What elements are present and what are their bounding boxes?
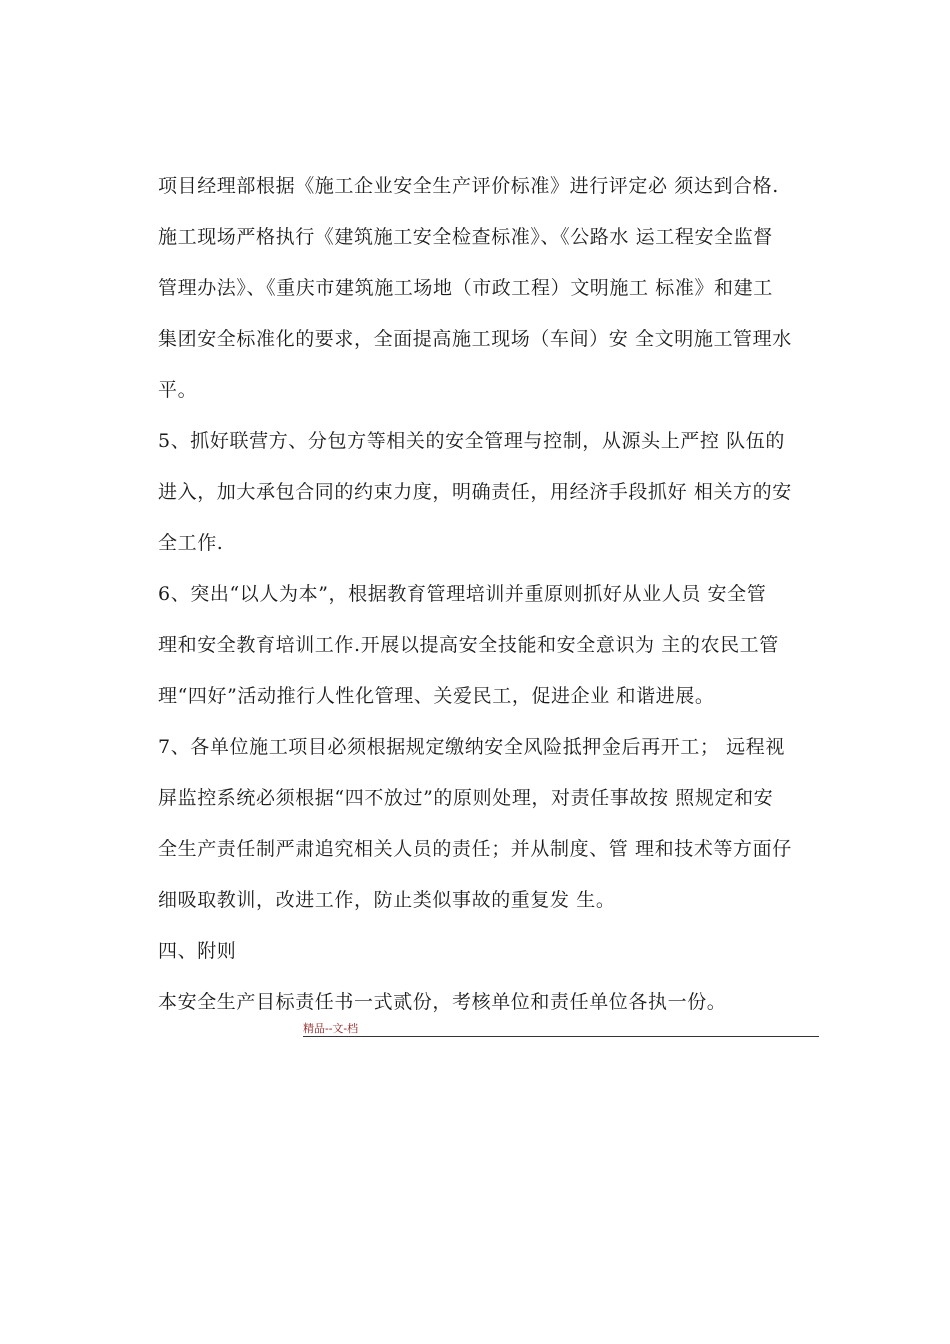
section-heading: 四、附则 — [158, 940, 237, 962]
text-line-10: 理和安全教育培训工作.开展以提高安全技能和安全意识为 主的农民工管 — [158, 634, 779, 656]
text-line-17: 本安全生产目标责任书一式贰份，考核单位和责任单位各执一份。 — [158, 991, 727, 1013]
text-line-6: 5、抓好联营方、分包方等相关的安全管理与控制，从源头上严控 队伍的 — [158, 430, 785, 452]
text-line-9: 6、突出“以人为本”，根据教育管理培训并重原则抓好从业人员 安全管 — [158, 583, 767, 605]
text-line-12: 7、各单位施工项目必须根据规定缴纳安全风险抵押金后再开工； 远程视 — [158, 736, 785, 758]
text-line-2: 施工现场严格执行《建筑施工安全检查标准》、《公路水 运工程安全监督 — [158, 226, 773, 248]
text-line-14: 全生产责任制严肃追究相关人员的责任；并从制度、管 理和技术等方面仔 — [158, 838, 792, 860]
text-line-13: 屏监控系统必须根据“四不放过”的原则处理，对责任事故按 照规定和安 — [158, 787, 774, 809]
document-body — [158, 166, 820, 1033]
text-line-7: 进入，加大承包合同的约束力度，明确责任，用经济手段抓好 相关方的安 — [158, 481, 792, 503]
page-footer — [303, 1022, 819, 1037]
text-line-11: 理“四好”活动推行人性化管理、关爱民工，促进企业 和谐进展。 — [158, 685, 715, 707]
text-line-4: 集团安全标准化的要求，全面提高施工现场（车间）安 全文明施工管理水 — [158, 328, 792, 350]
text-line-1: 项目经理部根据《施工企业安全生产评价标准》进行评定必 须达到合格. — [158, 175, 779, 197]
text-line-8: 全工作. — [158, 532, 224, 554]
text-line-3: 管理办法》、《重庆市建筑施工场地（市政工程）文明施工 标准》和建工 — [158, 277, 773, 299]
text-line-5: 平。 — [158, 379, 198, 401]
footer-text: 精品--文-档 — [303, 1022, 359, 1035]
text-line-15: 细吸取教训，改进工作，防止类似事故的重复发 生。 — [158, 889, 616, 911]
